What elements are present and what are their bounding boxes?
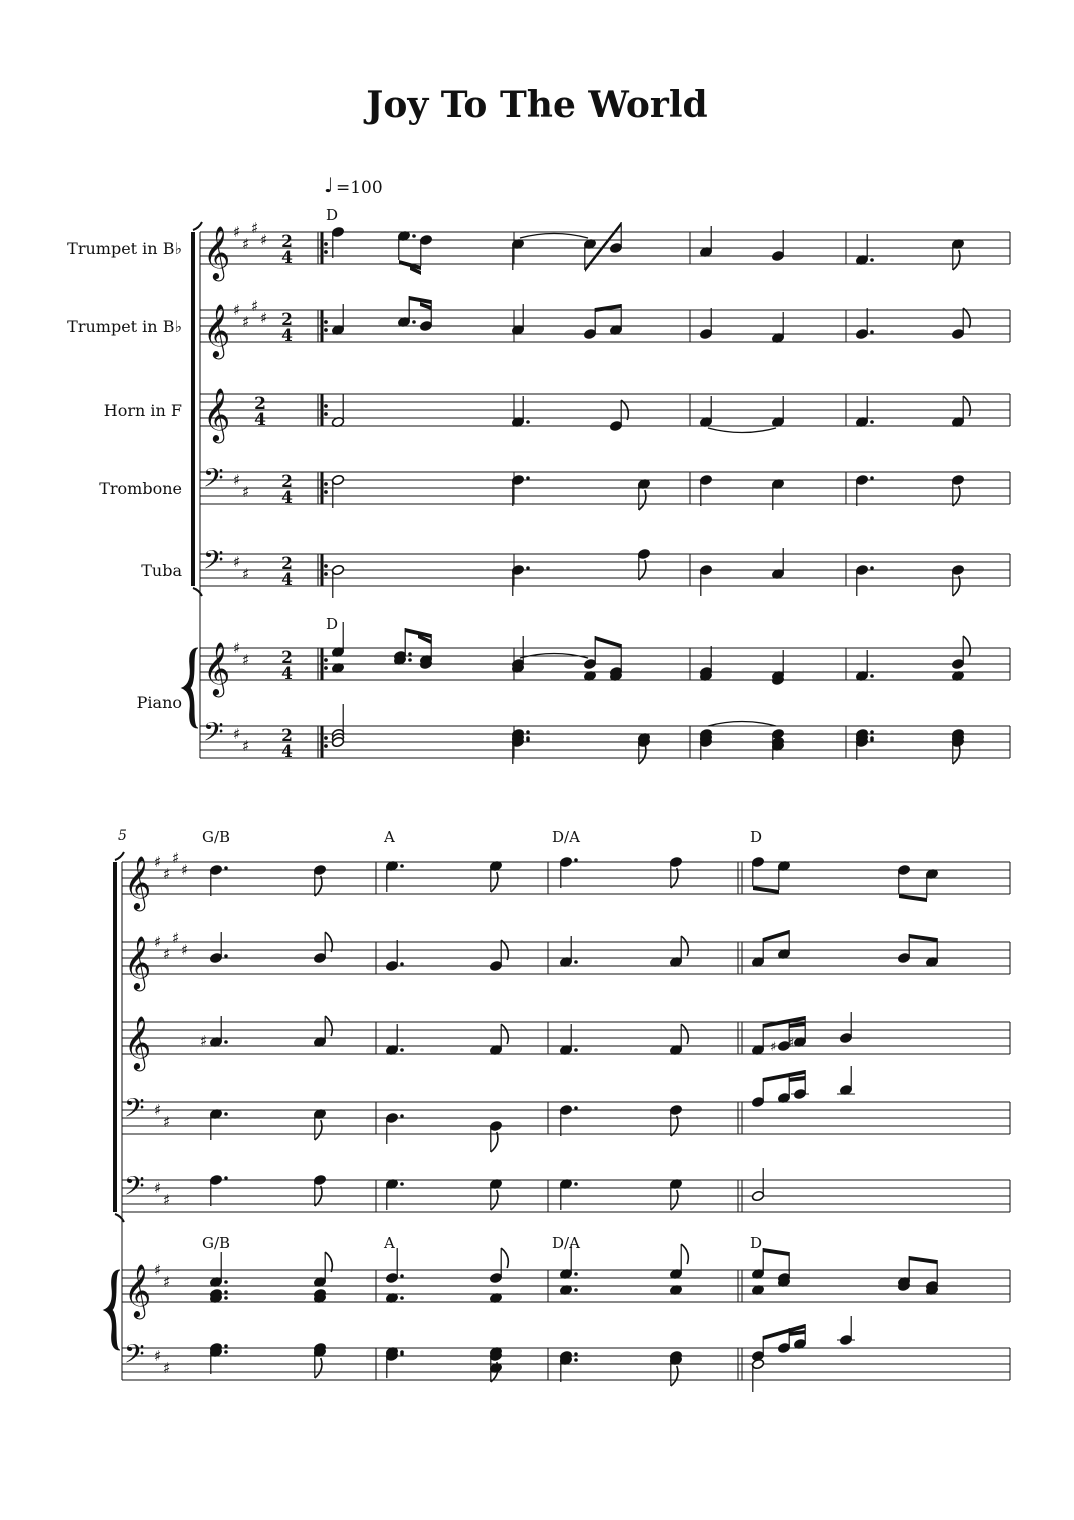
dot	[526, 730, 530, 734]
chord-symbol: D/A	[552, 1234, 580, 1252]
chord-symbol: D	[750, 1234, 763, 1252]
note	[751, 1078, 764, 1108]
dot	[870, 738, 874, 742]
treble-clef-icon: 𝄞	[124, 1015, 152, 1069]
note	[609, 400, 622, 432]
note	[951, 396, 964, 428]
repeat-dot	[324, 564, 328, 568]
sharp-icon: ♯	[154, 1179, 162, 1197]
chord-symbol: A	[384, 828, 395, 846]
sharp-icon: ♯	[260, 309, 268, 327]
bracket-hook	[193, 222, 202, 230]
chord-symbol: D	[326, 615, 339, 633]
flag	[681, 1244, 688, 1264]
tempo-mark: =100	[336, 178, 383, 198]
bass-clef-icon: 𝄢	[124, 1338, 145, 1376]
note	[209, 1016, 227, 1048]
note	[897, 864, 910, 894]
dot	[412, 320, 416, 324]
instrument-name: Piano	[136, 693, 182, 712]
flag	[491, 1190, 498, 1210]
sharp-icon: ♯	[163, 1359, 171, 1377]
instrument-name: Trumpet in B♭	[67, 239, 182, 258]
chord-symbol: A	[384, 1234, 395, 1252]
sharp-icon: ♯	[181, 861, 189, 879]
note	[313, 932, 326, 964]
chord-symbol: D	[750, 828, 763, 846]
flag	[953, 744, 960, 764]
flag	[491, 872, 498, 892]
note	[385, 940, 403, 972]
bracket-hook	[193, 588, 202, 596]
note	[489, 1248, 502, 1284]
treble-clef-icon: 𝄞	[124, 855, 152, 909]
sharp-icon: ♯	[770, 1040, 777, 1055]
note	[385, 860, 403, 892]
sharp-icon: ♯	[260, 231, 268, 249]
sharp-icon: ♯	[154, 1101, 162, 1119]
bracket-hook	[115, 1214, 124, 1222]
time-signature-bottom: 4	[281, 664, 293, 684]
dot	[408, 658, 412, 662]
repeat-dot	[324, 242, 328, 246]
note	[751, 1358, 764, 1392]
sharp-icon: ♯	[200, 1032, 208, 1050]
repeat-dot	[324, 482, 328, 486]
note	[839, 1012, 852, 1044]
note	[699, 474, 712, 506]
dot	[574, 960, 578, 964]
dot	[224, 1350, 228, 1354]
chord-symbol: D/A	[552, 828, 580, 846]
dot	[400, 1048, 404, 1052]
chord-symbol: D	[326, 206, 339, 224]
note	[855, 396, 873, 428]
sharp-icon: ♯	[251, 219, 259, 237]
piano-brace	[182, 648, 198, 728]
flag	[671, 1190, 678, 1210]
sharp-icon: ♯	[163, 1273, 171, 1291]
treble-clef-icon: 𝄞	[203, 387, 231, 441]
note	[855, 308, 873, 340]
bass-clef-icon: 𝄢	[124, 1170, 145, 1208]
dot	[574, 1288, 578, 1292]
dot	[400, 962, 404, 966]
note	[489, 1024, 502, 1056]
repeat-dot	[324, 250, 328, 254]
flag	[963, 636, 970, 656]
note	[209, 1174, 227, 1206]
sharp-icon: ♯	[242, 651, 250, 669]
repeat-dot	[324, 658, 328, 662]
note	[897, 934, 910, 964]
time-signature-top: 2	[254, 394, 266, 414]
dot	[412, 234, 416, 238]
note	[331, 474, 344, 508]
beam	[789, 1022, 805, 1028]
sharp-icon: ♯	[172, 849, 180, 867]
note	[313, 1016, 326, 1048]
staff-1	[122, 862, 1010, 894]
flag	[681, 936, 688, 956]
chord-symbol: G/B	[202, 1234, 231, 1252]
tie	[520, 234, 588, 239]
dot	[526, 420, 530, 424]
bass-clef-icon: 𝄢	[203, 462, 224, 500]
note	[855, 234, 873, 266]
note	[583, 636, 596, 670]
note	[559, 856, 577, 888]
bass-clef-icon: 𝄢	[124, 1092, 145, 1130]
flag	[315, 1120, 322, 1140]
note	[559, 1350, 577, 1382]
note	[511, 238, 524, 270]
sharp-icon: ♯	[154, 1347, 162, 1365]
sharp-icon: ♯	[181, 941, 189, 959]
sharp-icon: ♯	[242, 313, 250, 331]
note	[855, 474, 873, 506]
note	[583, 308, 596, 340]
treble-clef-icon: 𝄞	[203, 641, 231, 695]
dot	[400, 1182, 404, 1186]
instrument-name: Trumpet in B♭	[67, 317, 182, 336]
treble-clef-icon: 𝄞	[124, 935, 152, 989]
dot	[870, 566, 874, 570]
dot	[870, 730, 874, 734]
beam	[763, 930, 789, 942]
note	[385, 1346, 403, 1378]
sharp-icon: ♯	[163, 1113, 171, 1131]
beam	[909, 1256, 937, 1264]
repeat-dot	[324, 666, 328, 670]
dot	[224, 1290, 228, 1294]
note	[669, 1024, 682, 1056]
dot	[870, 258, 874, 262]
bass-clef-icon: 𝄢	[203, 716, 224, 754]
sharp-icon: ♯	[163, 1191, 171, 1209]
dot	[224, 1112, 228, 1116]
time-signature-bottom: 4	[254, 410, 266, 430]
repeat-dot	[324, 404, 328, 408]
note	[209, 932, 227, 964]
sharp-icon: ♯	[154, 1261, 162, 1279]
beam	[763, 1248, 789, 1256]
dot	[870, 420, 874, 424]
time-signature-bottom: 4	[281, 326, 293, 346]
note	[331, 226, 344, 258]
dot	[224, 1296, 228, 1300]
dot	[526, 738, 530, 742]
chord-symbol: G/B	[202, 828, 231, 846]
note	[771, 396, 784, 428]
dot	[574, 858, 578, 862]
time-signature-top: 2	[281, 726, 293, 746]
note	[511, 304, 524, 336]
flag	[491, 1132, 498, 1152]
note	[331, 394, 344, 428]
note	[855, 564, 873, 596]
sharp-icon: ♯	[233, 639, 241, 657]
sharp-icon: ♯	[242, 235, 250, 253]
note	[209, 864, 227, 896]
treble-clef-icon: 𝄞	[124, 1263, 152, 1317]
beam	[899, 894, 927, 902]
tie	[708, 722, 776, 727]
note	[419, 234, 432, 266]
time-signature-bottom: 4	[281, 248, 293, 268]
note	[951, 636, 964, 670]
note	[699, 226, 712, 258]
dot	[400, 1296, 404, 1300]
dot	[408, 652, 412, 656]
dot	[574, 1272, 578, 1276]
flag	[681, 1024, 688, 1044]
dot	[574, 1048, 578, 1052]
dot	[870, 674, 874, 678]
note	[751, 1248, 764, 1280]
note	[669, 1244, 682, 1280]
tie	[708, 428, 776, 433]
note	[385, 1178, 403, 1210]
dot	[526, 566, 530, 570]
sharp-icon: ♯	[233, 725, 241, 743]
flag	[639, 490, 646, 510]
repeat-dot	[324, 744, 328, 748]
dot	[574, 1352, 578, 1356]
dot	[574, 1358, 578, 1362]
note	[385, 1024, 403, 1056]
note	[385, 1112, 403, 1144]
quarter-note-icon: ♩	[324, 173, 334, 197]
note	[855, 650, 873, 682]
bass-clef-icon: 𝄢	[203, 544, 224, 582]
note	[837, 1066, 855, 1096]
note	[489, 940, 502, 972]
beam	[909, 934, 937, 942]
time-signature-top: 2	[281, 648, 293, 668]
sharp-icon: ♯	[233, 301, 241, 319]
note	[751, 1168, 764, 1202]
flag	[325, 1016, 332, 1036]
sharp-icon: ♯	[788, 1036, 795, 1051]
instrument-name: Tuba	[141, 561, 182, 580]
repeat-dot	[324, 490, 328, 494]
treble-clef-icon: 𝄞	[203, 303, 231, 357]
flag	[963, 396, 970, 416]
note	[771, 548, 784, 580]
sharp-icon: ♯	[233, 553, 241, 571]
note	[837, 1316, 855, 1346]
bracket-hook	[115, 852, 124, 860]
time-signature-bottom: 4	[281, 488, 293, 508]
flag	[325, 1252, 332, 1272]
note	[771, 478, 784, 510]
dot	[400, 1352, 404, 1356]
note	[559, 1104, 577, 1136]
repeat-dot	[324, 328, 328, 332]
beam	[595, 636, 621, 648]
note	[669, 936, 682, 968]
dot	[400, 1114, 404, 1118]
dot	[400, 1274, 404, 1278]
time-signature-top: 2	[281, 472, 293, 492]
note	[699, 308, 712, 340]
note	[951, 308, 964, 340]
sharp-icon: ♯	[242, 565, 250, 583]
repeat-dot	[324, 736, 328, 740]
dot	[224, 1040, 228, 1044]
note	[559, 1024, 577, 1056]
time-signature-bottom: 4	[281, 742, 293, 762]
flag	[501, 1024, 508, 1044]
repeat-dot	[324, 572, 328, 576]
note	[559, 936, 577, 968]
sharp-icon: ♯	[233, 471, 241, 489]
note	[331, 304, 344, 336]
sharp-icon: ♯	[154, 853, 162, 871]
time-signature-top: 2	[281, 310, 293, 330]
piano-brace	[104, 1270, 120, 1350]
instrument-name: Horn in F	[103, 401, 182, 420]
flag	[315, 1358, 322, 1378]
dot	[224, 954, 228, 958]
note	[699, 564, 712, 596]
dot	[224, 1280, 228, 1284]
beam	[789, 1076, 805, 1082]
time-signature-bottom: 4	[281, 570, 293, 590]
beam	[753, 886, 779, 894]
flag	[639, 744, 646, 764]
dot	[574, 1106, 578, 1110]
instrument-name: Trombone	[99, 479, 182, 498]
note	[771, 312, 784, 344]
flag	[671, 1366, 678, 1386]
dot	[870, 476, 874, 480]
sharp-icon: ♯	[163, 945, 171, 963]
note	[699, 396, 712, 428]
note	[771, 230, 784, 262]
time-signature-top: 2	[281, 554, 293, 574]
dot	[574, 1182, 578, 1186]
repeat-dot	[324, 320, 328, 324]
sharp-icon: ♯	[242, 737, 250, 755]
note	[397, 296, 415, 328]
dot	[224, 1176, 228, 1180]
dot	[526, 476, 530, 480]
flag	[501, 1248, 508, 1268]
dot	[224, 1344, 228, 1348]
measure-number: 5	[118, 828, 127, 844]
dot	[870, 330, 874, 334]
sharp-icon: ♯	[154, 933, 162, 951]
sharp-icon: ♯	[172, 929, 180, 947]
note	[751, 1336, 764, 1362]
repeat-dot	[324, 412, 328, 416]
beam	[595, 304, 621, 312]
sharp-icon: ♯	[251, 297, 259, 315]
note	[559, 1178, 577, 1210]
note	[209, 1342, 227, 1374]
score-title: Joy To The World	[366, 84, 708, 126]
sharp-icon: ♯	[242, 483, 250, 501]
note	[751, 856, 764, 886]
flag	[953, 250, 960, 270]
note	[209, 1108, 227, 1140]
time-signature-top: 2	[281, 232, 293, 252]
note	[751, 1024, 764, 1056]
dot	[224, 866, 228, 870]
note	[331, 564, 344, 598]
sharp-icon: ♯	[163, 865, 171, 883]
sharp-icon: ♯	[233, 223, 241, 241]
treble-clef-icon: 𝄞	[203, 225, 231, 279]
dot	[400, 864, 404, 868]
